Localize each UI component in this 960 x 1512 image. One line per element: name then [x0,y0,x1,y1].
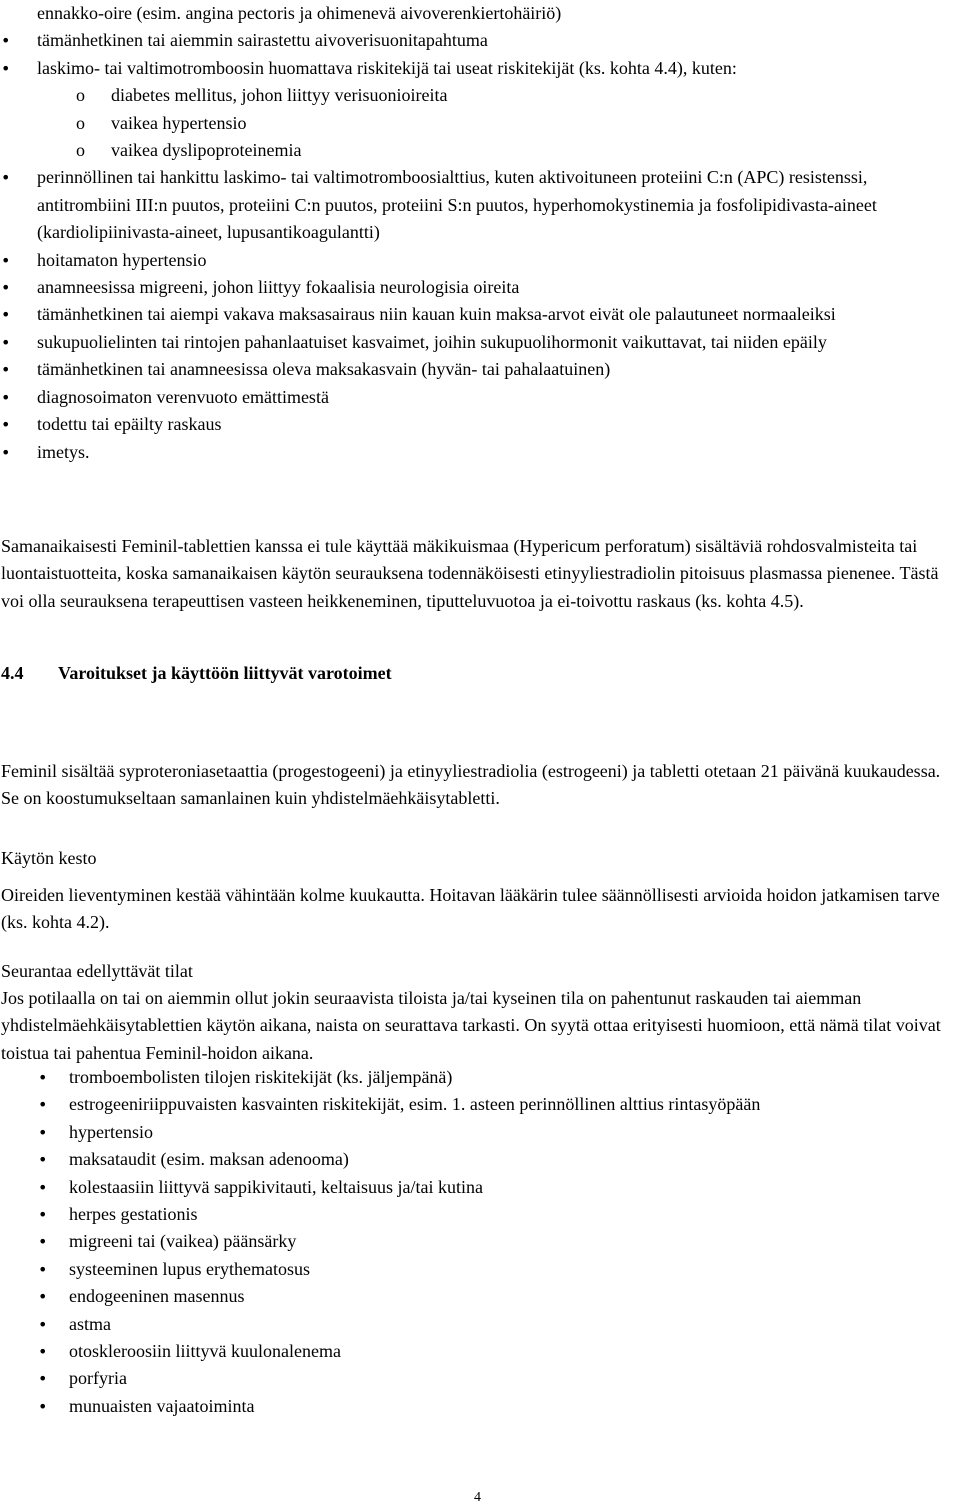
contraindications-list-b [0,164,935,465]
list-item: • diagnosoimaton verenvuoto emättimestä [0,384,935,411]
list-item: • hoitamaton hypertensio [0,247,935,274]
list-item: • perinnöllinen tai hankittu laskimo- tai valtimotromboosialttius, kuten aktivoituneen proteiini C:n (APC) resistenssi, antitrombiini III:n puutos, proteiini C:n puutos, proteiini S:n puutos, hyperhomokystinemia ja fosfolipidivasta-aineet (kardiolipiinivasta-aineet, lupusantikoagulantti) [0,164,935,246]
sublist-item: o diabetes mellitus, johon liittyy verisuonioireita [0,82,935,109]
list-item: • herpes gestationis [0,1201,935,1228]
risk-factor-sublist [0,82,935,164]
monitoring-list-section [0,1064,935,1420]
list-item: • systeeminen lupus erythematosus [0,1256,935,1283]
sublist-item: o vaikea hypertensio [0,110,935,137]
list-item: • endogeeninen masennus [0,1283,935,1310]
list-item-continuation: ennakko-oire (esim. angina pectoris ja ohimenevä aivoverenkiertohäiriö) [37,3,562,23]
page-number: 4 [474,1490,481,1505]
duration-heading: Käytön kesto [1,848,97,868]
contraindications-list-a [0,27,935,82]
list-item: • kolestaasiin liittyvä sappikivitauti, keltaisuus ja/tai kutina [0,1174,935,1201]
list-item: • tämänhetkinen tai aiemmin sairastettu aivoverisuonitapahtuma [0,27,935,54]
section-number: 4.4 [1,663,24,683]
monitoring-paragraph: Jos potilaalla on tai on aiemmin ollut jokin seuraavista tiloista ja/tai kyseinen tila on pahentunut raskauden tai aiemman yhdistelmäehkäisytablettien käytön aikana, naista on seurattava tarkasti. On syytä ottaa erityisesti huomioon, että nämä tilat voivat toistua tai pahentua Feminil-hoidon aikana. [1,988,941,1063]
st-johns-wort-paragraph: Samanaikaisesti Feminil-tablettien kanssa ei tule käyttää mäkikuismaa (Hypericum perforatum) sisältäviä rohdosvalmisteita tai luontaistuotteita, koska samanaikaisen käytön seurauksena todennäköisesti etinyyliestradiolin pitoisuus plasmassa pienenee. Tästä voi olla seurauksena terapeuttisen vasteen heikkeneminen, tiputteluvuotoa ja ei-toivottu raskaus (ks. kohta 4.5). [1,536,939,611]
list-item: • sukupuolielinten tai rintojen pahanlaatuiset kasvaimet, joihin sukupuolihormonit vaikuttavat, tai niiden epäily [0,329,935,356]
section-title: Varoitukset ja käyttöön liittyvät varotoimet [58,663,392,683]
monitoring-conditions-list [0,1064,935,1420]
contraindications-list-section [0,0,935,466]
list-item: • migreeni tai (vaikea) päänsärky [0,1228,935,1255]
list-item: • astma [0,1311,935,1338]
list-item: • estrogeeniriippuvaisten kasvainten riskitekijät, esim. 1. asteen perinnöllinen alttius rintasyöpään [0,1091,935,1118]
list-item: • todettu tai epäilty raskaus [0,411,935,438]
list-item: • anamneesissa migreeni, johon liittyy fokaalisia neurologisia oireita [0,274,935,301]
list-item: • laskimo- tai valtimotromboosin huomattava riskitekijä tai useat riskitekijät (ks. kohta 4.4), kuten: [0,55,935,82]
list-item: • munuaisten vajaatoiminta [0,1393,935,1420]
list-item: • maksataudit (esim. maksan adenooma) [0,1146,935,1173]
list-item: • tämänhetkinen tai aiempi vakava maksasairaus niin kauan kuin maksa-arvot eivät ole palautuneet normaaleiksi [0,301,935,328]
list-item: • tromboembolisten tilojen riskitekijät (ks. jäljempänä) [0,1064,935,1091]
monitoring-heading: Seurantaa edellyttävät tilat [1,961,193,981]
duration-paragraph: Oireiden lieventyminen kestää vähintään kolme kuukautta. Hoitavan lääkärin tulee säännöllisesti arvioida hoidon jatkamisen tarve (ks. kohta 4.2). [1,885,940,933]
list-item: • imetys. [0,439,935,466]
section-heading [1,660,392,687]
intro-paragraph: Feminil sisältää syproteroniasetaattia (progestogeeni) ja etinyyliestradiolia (estrogeeni) ja tabletti otetaan 21 päivänä kuukaudessa. Se on koostumukseltaan samanlainen kuin yhdistelmäehkäisytabletti. [1,761,941,809]
list-item: • otoskleroosiin liittyvä kuulonalenema [0,1338,935,1365]
list-item: • tämänhetkinen tai anamneesissa oleva maksakasvain (hyvän- tai pahalaatuinen) [0,356,935,383]
sublist-item: o vaikea dyslipoproteinemia [0,137,935,164]
list-item: • porfyria [0,1365,935,1392]
list-item: • hypertensio [0,1119,935,1146]
